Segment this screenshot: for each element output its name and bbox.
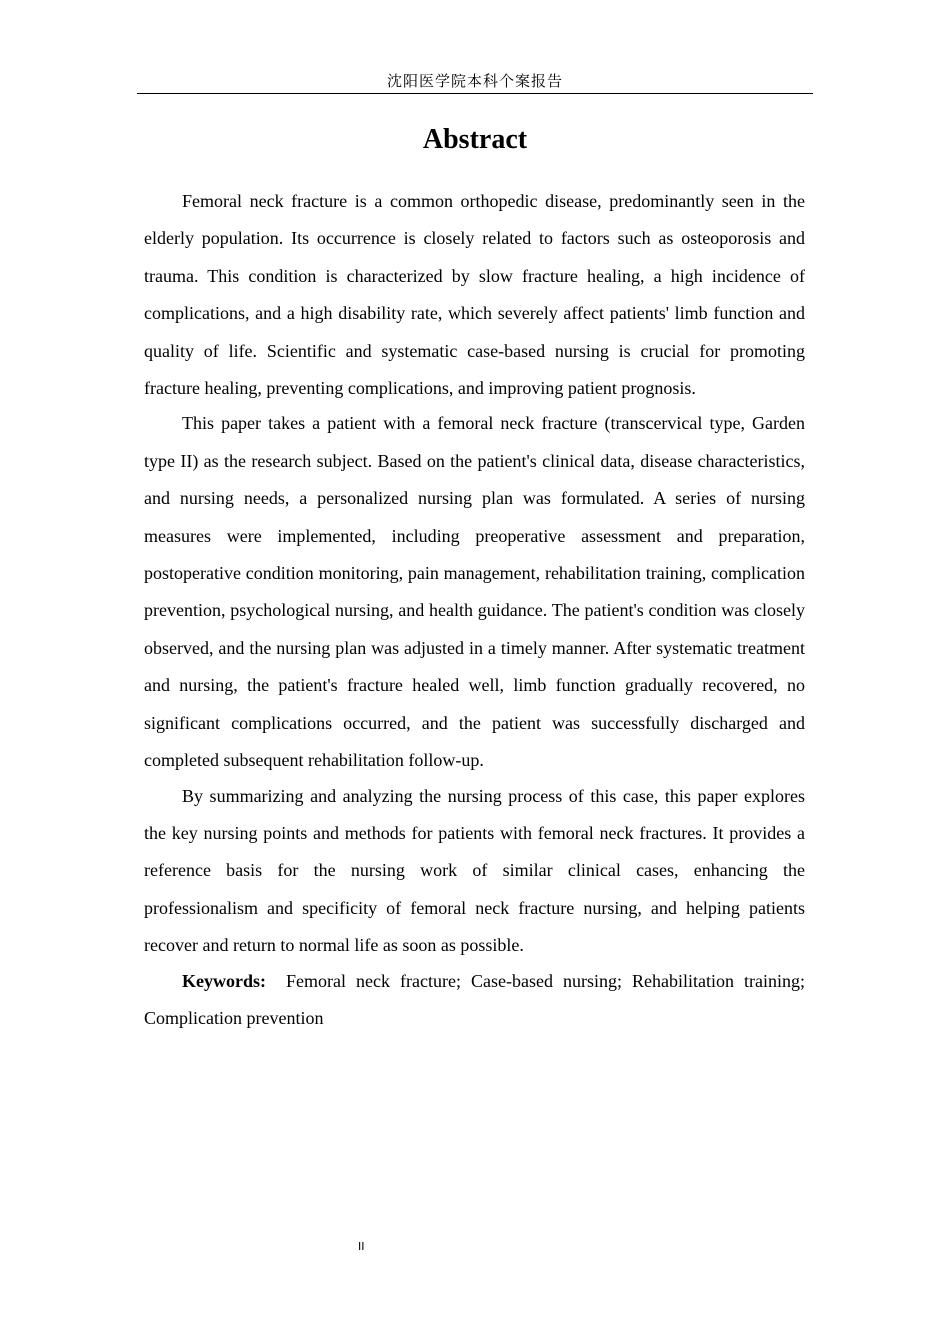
abstract-paragraph-3: By summarizing and analyzing the nursing process of this case, this paper explores the key nursing points and methods for patients with femoral neck fractures. It provides a reference basis for the nursing work of similar clinical cases, enhancing the professionalism and specificity of femoral neck fracture nursing, and helping patients recover and return to normal life as soon as possible. [144, 785, 805, 956]
header-rule [137, 93, 813, 94]
abstract-body [144, 183, 805, 1035]
abstract-paragraph-1: Femoral neck fracture is a common orthopedic disease, predominantly seen in the elderly population. Its occurrence is closely related to factors such as osteoporosis and trauma. This condition is characterized by slow fracture healing, a high incidence of complications, and a high disability rate, which severely affect patients' limb function and quality of life. Scientific and systematic case-based nursing is crucial for promoting fracture healing, preventing complications, and improving patient prognosis. [144, 191, 805, 399]
abstract-title: Abstract [422, 124, 528, 155]
keywords-text: Femoral neck fracture; Case-based nursing; Rehabilitation training; Complication prevention [144, 970, 806, 1028]
abstract-paragraph-2: This paper takes a patient with a femoral neck fracture (transcervical type, Garden type II) as the research subject. Based on the patient's clinical data, disease characteristics, and nursing needs, a personalized nursing plan was formulated. A series of nursing measures were implemented, including preoperative assessment and preparation, postoperative condition monitoring, pain management, rehabilitation training, complication prevention, psychological nursing, and health guidance. The patient's condition was closely observed, and the nursing plan was adjusted in a timely manner. After systematic treatment and nursing, the patient's fracture healed well, limb function gradually recovered, no significant complications occurred, and the patient was successfully discharged and completed subsequent rehabilitation follow-up. [144, 413, 805, 771]
keywords-label: Keywords: [182, 970, 266, 991]
keywords-paragraph [144, 963, 805, 1038]
page-number: II [358, 1240, 365, 1253]
running-header: 沈阳医学院本科个案报告 [386, 72, 563, 90]
